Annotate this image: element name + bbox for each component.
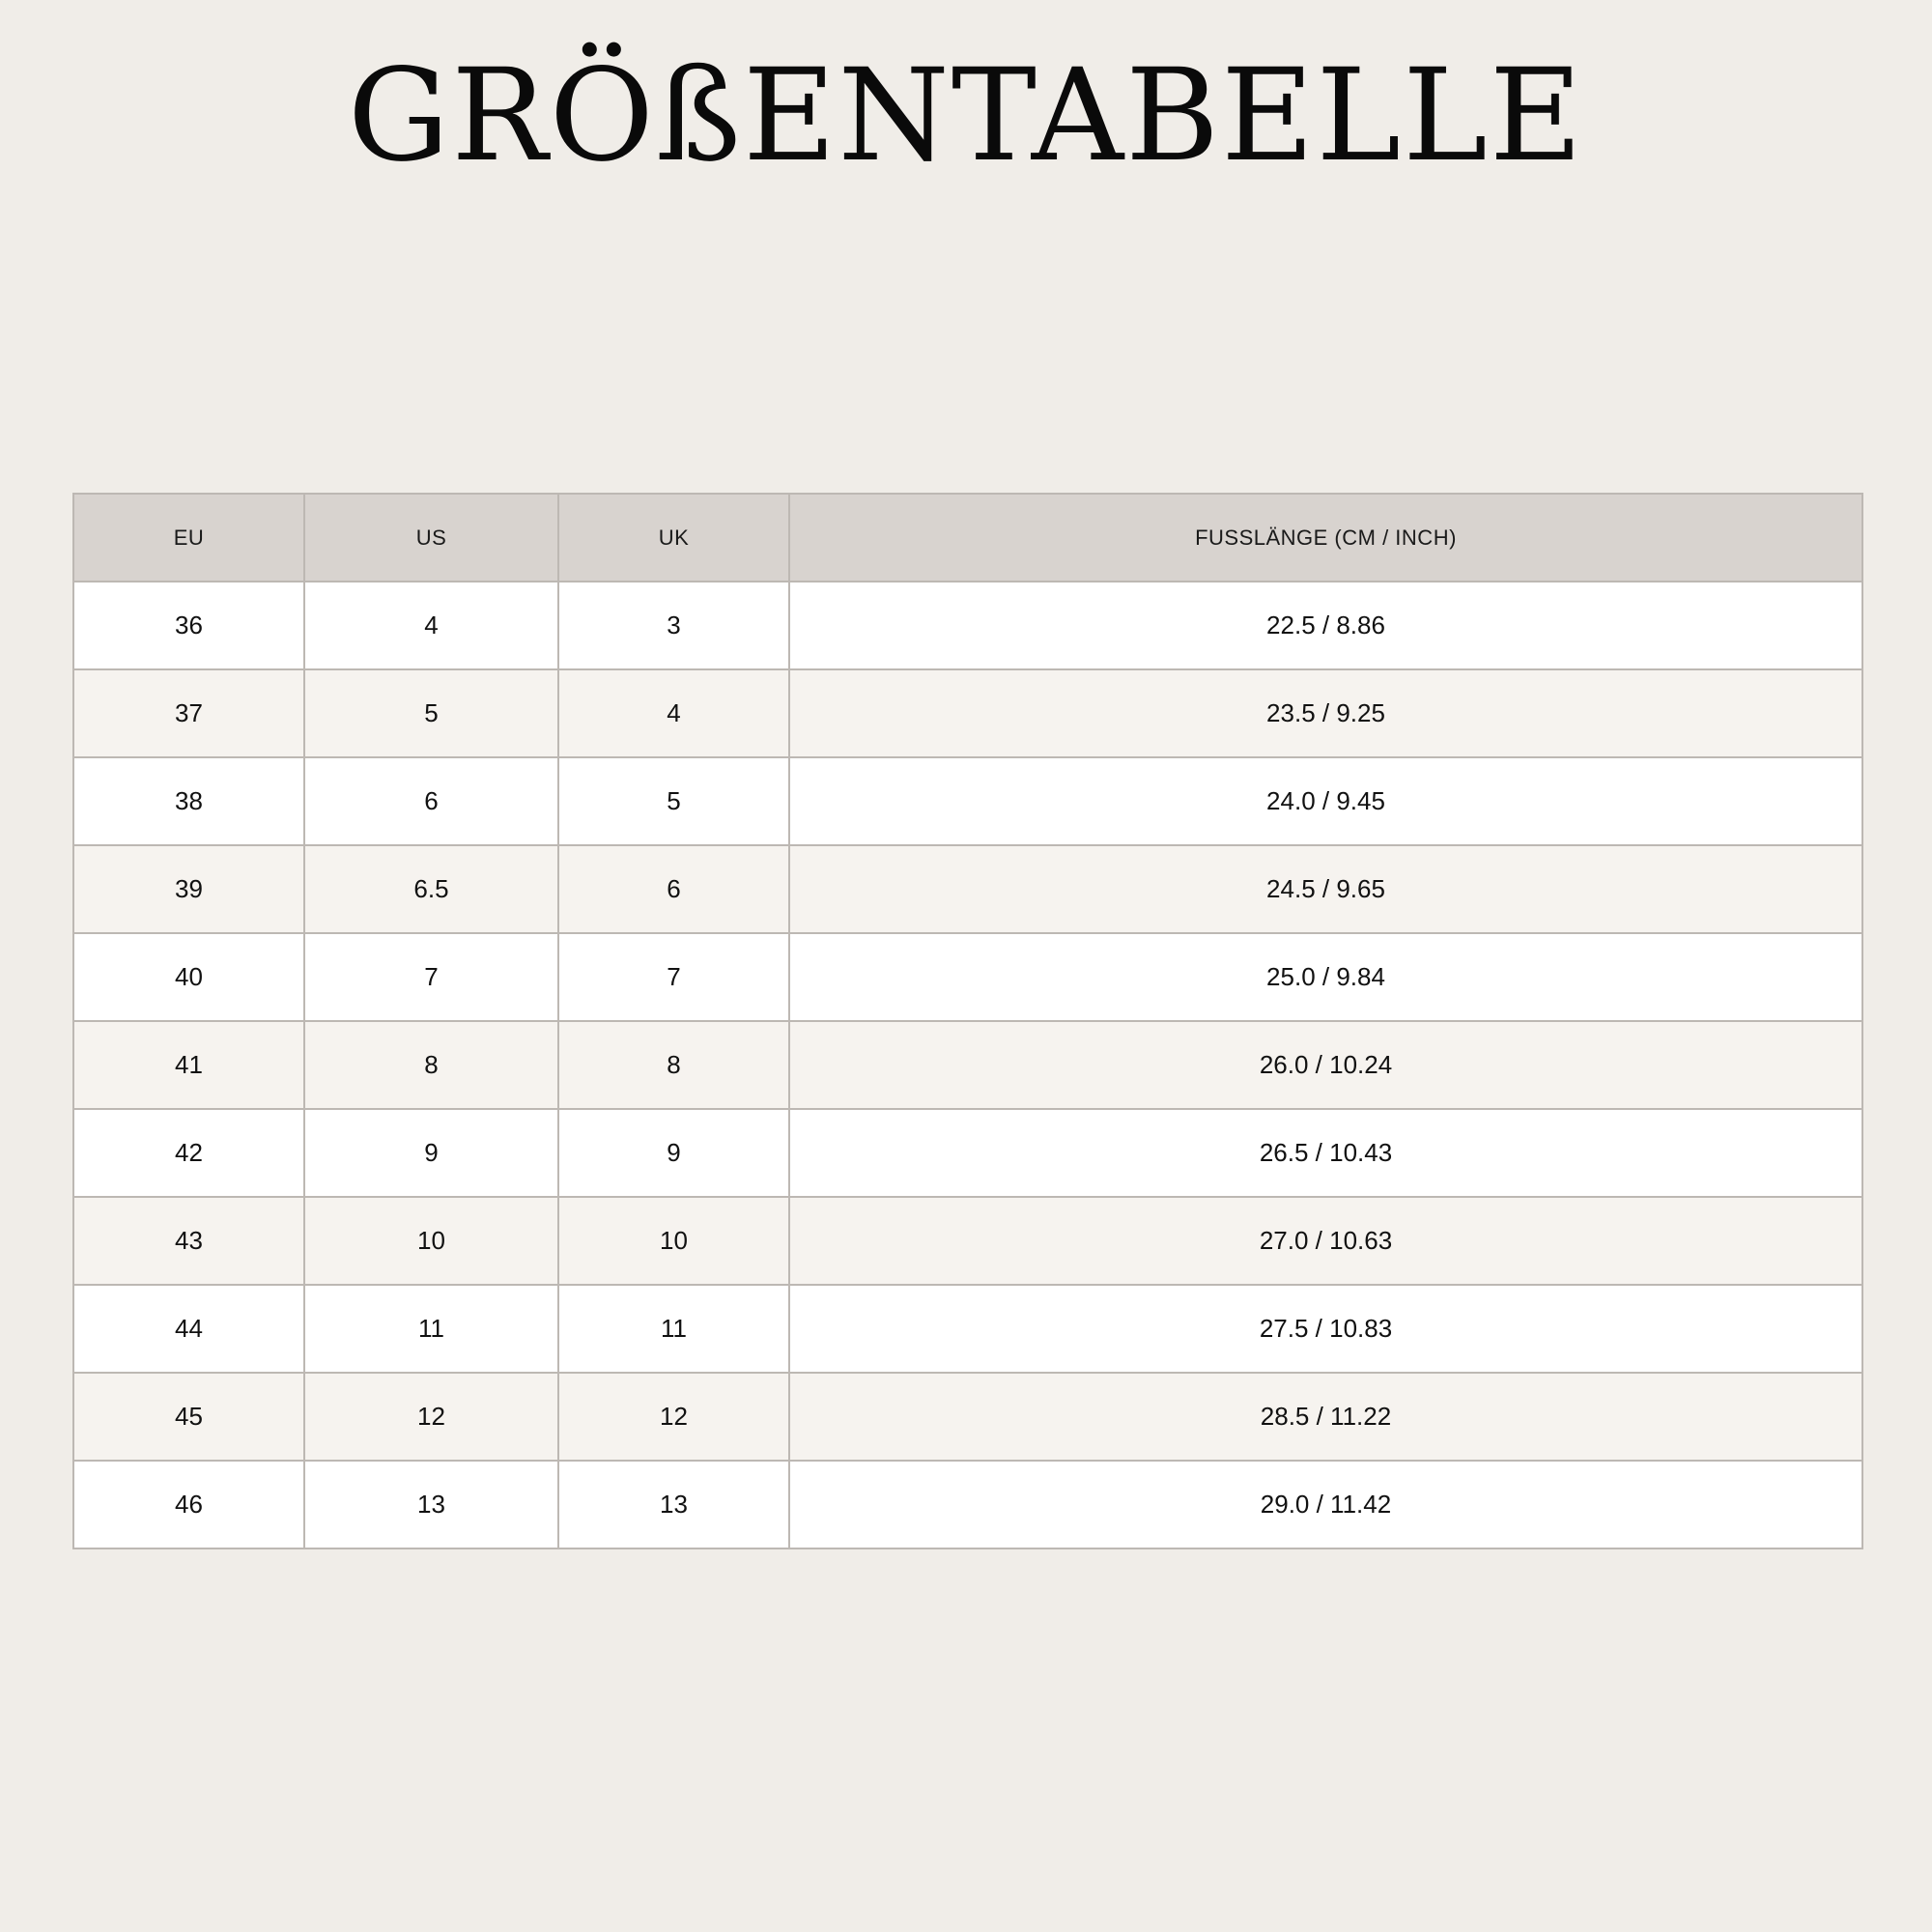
table-row (73, 933, 1862, 1021)
table-row (73, 582, 1862, 669)
foot-length-cell: 26.0 / 10.24 (789, 1021, 1862, 1109)
uk-size-cell: 13 (558, 1461, 789, 1548)
us-size-cell: 4 (304, 582, 558, 669)
uk-size-cell: 11 (558, 1285, 789, 1373)
us-size-cell: 11 (304, 1285, 558, 1373)
table-row (73, 1197, 1862, 1285)
table-header (73, 494, 1862, 582)
eu-size-cell: 46 (73, 1461, 304, 1548)
table-row (73, 1373, 1862, 1461)
us-size-cell: 8 (304, 1021, 558, 1109)
table-body (73, 582, 1862, 1548)
eu-size-cell: 43 (73, 1197, 304, 1285)
table-row (73, 1285, 1862, 1373)
foot-length-cell: 22.5 / 8.86 (789, 582, 1862, 669)
foot-length-cell: 28.5 / 11.22 (789, 1373, 1862, 1461)
page-title: GRÖßENTABELLE (347, 42, 1585, 190)
eu-size-cell: 44 (73, 1285, 304, 1373)
eu-size-cell: 41 (73, 1021, 304, 1109)
foot-length-cell: 27.0 / 10.63 (789, 1197, 1862, 1285)
foot-length-cell: 26.5 / 10.43 (789, 1109, 1862, 1197)
uk-size-cell: 9 (558, 1109, 789, 1197)
eu-size-cell: 40 (73, 933, 304, 1021)
uk-size-cell: 3 (558, 582, 789, 669)
table-row (73, 669, 1862, 757)
size-chart-table (72, 493, 1863, 1549)
uk-size-cell: 5 (558, 757, 789, 845)
eu-size-cell: 45 (73, 1373, 304, 1461)
foot-length-cell: 23.5 / 9.25 (789, 669, 1862, 757)
uk-size-cell: 4 (558, 669, 789, 757)
column-header-us: US (304, 494, 558, 582)
us-size-cell: 12 (304, 1373, 558, 1461)
eu-size-cell: 36 (73, 582, 304, 669)
uk-size-cell: 10 (558, 1197, 789, 1285)
table-row (73, 845, 1862, 933)
table-row (73, 757, 1862, 845)
table-row (73, 1109, 1862, 1197)
us-size-cell: 6.5 (304, 845, 558, 933)
uk-size-cell: 12 (558, 1373, 789, 1461)
column-header-foot-length: FUSSLÄNGE (CM / INCH) (789, 494, 1862, 582)
eu-size-cell: 38 (73, 757, 304, 845)
table-row (73, 1461, 1862, 1548)
header-row (73, 494, 1862, 582)
foot-length-cell: 24.5 / 9.65 (789, 845, 1862, 933)
us-size-cell: 9 (304, 1109, 558, 1197)
us-size-cell: 5 (304, 669, 558, 757)
foot-length-cell: 29.0 / 11.42 (789, 1461, 1862, 1548)
eu-size-cell: 39 (73, 845, 304, 933)
uk-size-cell: 6 (558, 845, 789, 933)
us-size-cell: 6 (304, 757, 558, 845)
uk-size-cell: 7 (558, 933, 789, 1021)
table-row (73, 1021, 1862, 1109)
foot-length-cell: 24.0 / 9.45 (789, 757, 1862, 845)
us-size-cell: 13 (304, 1461, 558, 1548)
uk-size-cell: 8 (558, 1021, 789, 1109)
foot-length-cell: 27.5 / 10.83 (789, 1285, 1862, 1373)
column-header-eu: EU (73, 494, 304, 582)
us-size-cell: 10 (304, 1197, 558, 1285)
eu-size-cell: 42 (73, 1109, 304, 1197)
eu-size-cell: 37 (73, 669, 304, 757)
foot-length-cell: 25.0 / 9.84 (789, 933, 1862, 1021)
column-header-uk: UK (558, 494, 789, 582)
us-size-cell: 7 (304, 933, 558, 1021)
